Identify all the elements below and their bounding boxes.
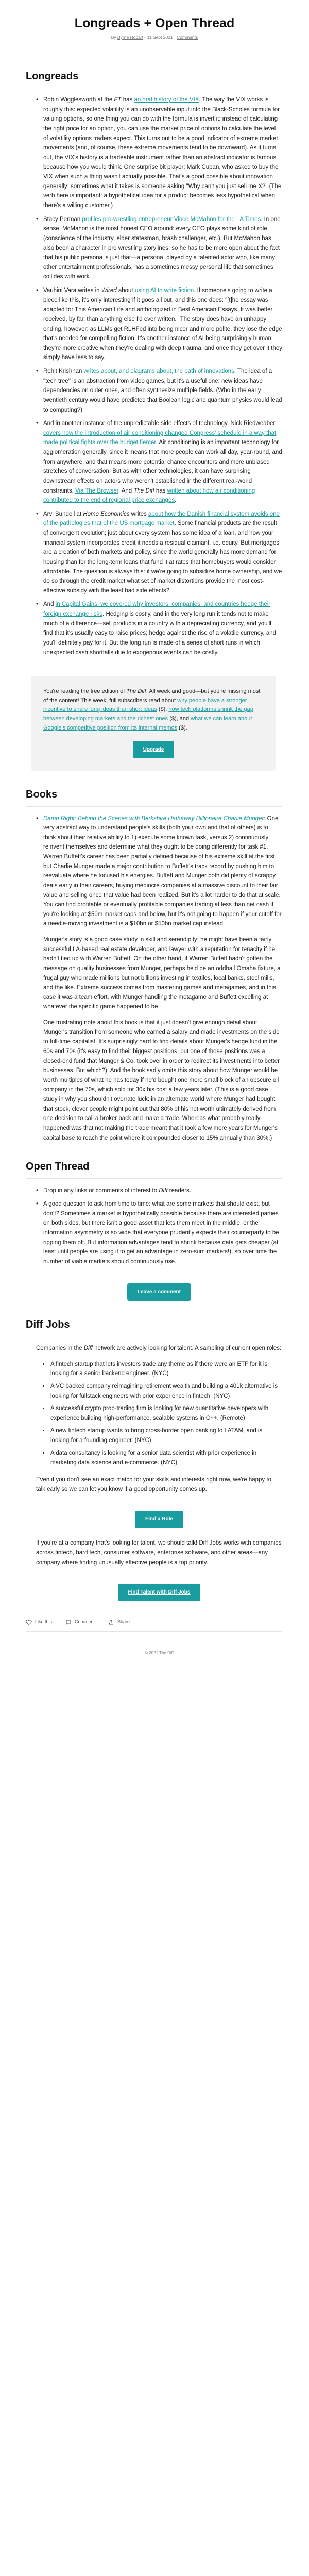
heart-icon: [26, 1619, 32, 1625]
list-item: • Damn Right: Behind the Scenes with Berkshire Hathaway Billionaire Charlie Munger: One very abstract way to understand people's skills (both your own and that of others) is to think about their relative ability to 1) execute some known task, versus 2) continuously reinvent themselves and determine what they ought to be doing differently for task #1. Warren Buffett's career has been partially defined because of his extreme skill at the first, but Charlie Munger made a major contribution to Buffett's track record by pushing him to reevaluate where he focused his energies. Buffett and Munger both did plenty of scrappy deals early in their careers, buying mediocre companies at a massive discount to their fair value and selling once that value had been realized. But it's a lot harder to do that at scale. You can find profitable or eventually profitable companies trading at less than net cash if you're looking at $50m market caps and below, but it's not going to happen if your cutoff for a needle-moving investment is a $10bn or $50bn market cap instead. Munger's story is a good case study in skill and serendipity: he might have been a fairly successful LA-based real estate developer, and lawyer with a reputation for tenacity if he hadn't tied up with Warren Buffett. On the other hand, if Warren Buffett hadn't gotten the message on quality businesses from Munger, perhaps he'd be an oddball Omaha fixture, a frugal guy who made millions but not billions investing in textiles, local banks, steel mills, and the like. Extreme success comes from mastering games and metagames, and in this case it was a team effort, with Munger handling the metagame and Buffett excelling at whatever the specific game happened to be. One frustrating note about this book is that it just doesn't give enough detail about Munger's transition from someone who earned a salary and made investments on the side to full-time capitalist. It's surprisingly hard to find details about Munger's hedge fund in the 60s and 70s (it's easy to find their biggest positions, but one of those positions was a closed-end fund that Munger & Co. took over in order to redirect its investments into better businesses. But which?). And the book sadly omits this story about how Munger would be worth multiples of what he has today if he'd bought one more small block of an obscure oil company in the 70s, which sold for 30x his cost a few years later. (This is a good case study in why you shouldn't overrate luck: in an alternate world where Munger had bought that stock, clever people might point out that 80% of his net worth ultimately derived from one decision to call a broker back and make a trade. Whereas what probably really happened was that not making the trade meant that it took a few more years for Munger's capital base to reach the point where it compounded closer to 15% annually than 30%.): [36, 814, 282, 1143]
leave-comment-button[interactable]: Leave a comment: [127, 1283, 191, 1301]
list-item: • Arvi Sundell at Home Economics writes about how the Danish financial system avoids one of the pathologies that of the US mortgage market. Some financial products are the result of convergent evolution; just about every system has some idea of a loan, and how your financial system incorporates credit it needs a residual claimant, i.e. equity. But mortgages are a creation of both markets and policy, since the world generally has more demand for housing than for the long-term loans that fund it at rates that homebuyers would consider affordable. The question is always this: if we're going to subsidize home ownership, and we do so through the credit market what set of market distortions provide the most cost-effective subsidy with the least bad side effects?: [36, 510, 282, 596]
list-item: • Robin Wigglesworth at the FT has an oral history of the VIX. The way the VIX works is roughly this: expected volatility is an unobservable input into the Black-Scholes formula for valuing options, so one thing you can do with the formula is invert it: instead of calculating the right price for an option, you can use the market price of options to calculate the level of volatility options traders expect. This turns out to be a good indicator of extreme market movements (and, of course, these extreme movements tend to be downward). As it turns out, the VIX's history is a tradeable instrument rather than an abstract indicator is famous because how you would think. One surprise bit player: Mark Cuban, who asked to buy the VIX when such a thing wasn't actually possible. That's a good possible about innovation generally: sometimes what it takes is someone asking "Why can't you just sell me X?" (The verb here is important: a hypothetical idea for a product becomes less hypothetical when there's a willing customer.): [36, 95, 282, 211]
comment-action-button[interactable]: Comment: [65, 1618, 95, 1626]
section-heading-jobs: Diff Jobs: [26, 1316, 282, 1336]
post-meta: By Byrne Hobart · 11 Sept 2021 · Comments: [111, 35, 198, 40]
comment-button-row: [36, 1275, 282, 1301]
list-item: • Drop in any links or comments of interest to Diff readers.: [36, 1186, 282, 1196]
article-link[interactable]: written about how air conditioning contributed to the end of regional price exchanges: [43, 487, 255, 504]
post-date: 11 Sept 2021: [147, 35, 173, 40]
post-actions: [26, 1613, 282, 1632]
list-item: • Vauhini Vara writes in Wired about using AI to write fiction. If someone's going to write a piece like this, it's only interesting if it goes all out, and this one does: "[t]he essay was adapted for This American Life and anthologized in Best American Essays. It was better received, by far, than anything else I'd ever written." The story does have an unhappy ending, however: as LLMs get RLHFed into being nicer and more polite, they lose the edge that's needed for compelling fiction. It's another instance of AI being surprisingly human: they're more creative when they're dealing with deep trauma, and once they get over it they simply have less to say.: [36, 286, 282, 363]
comment-icon: [65, 1619, 72, 1625]
paid-article-link[interactable]: what we can learn about Google's competitive position from its internal memos: [43, 715, 252, 731]
jobs-section: [26, 1316, 282, 1602]
post-title: Longreads + Open Thread: [74, 16, 235, 30]
list-item: • Rohit Krishnan writes about, and diagrams about, the path of innovations. The idea of a "tech tree" is an abstraction from video games, but it's a useful one: new ideas have dependencies on older ones, and often synthesize multiple fields. (Who in the early twentieth century would have predicted that Boolean logic and quantum physics would lead to computing?): [36, 367, 282, 415]
job-item: • A fintech startup that lets investors trade any theme as if there were an ETF for it is looking for a senior backend engineer. (NYC): [49, 1360, 282, 1379]
share-button[interactable]: Share: [108, 1618, 130, 1626]
job-item: • A VC backed company reimagining retirement wealth and building a 401k alternative is looking for fullstack engineers with prior experience in fintech. (NYC): [49, 1382, 282, 1401]
section-heading-longreads: Longreads: [26, 68, 282, 88]
job-item: • A data consultancy is looking for a senior data scientist with prior experience in marketing data science and e-commerce. (NYC): [49, 1449, 282, 1468]
find-role-button[interactable]: Find a Role: [135, 1511, 183, 1528]
article-link[interactable]: about how the Danish financial system avoids one of the pathologies that of the US mortgage market: [43, 511, 280, 527]
paid-article-link[interactable]: why people have a stronger incentive to share long ideas than short ideas: [43, 697, 247, 713]
via-link[interactable]: Via The Browser: [75, 487, 118, 494]
book-paragraph: One frustrating note about this book is that it just doesn't give enough detail about Munger's transition from someone who earned a salary and made investments on the side to full-time capitalist. It's surprisingly hard to find details about Munger's hedge fund in the 60s and 70s (it's easy to find their biggest positions, but one of those positions was a closed-end fund that Munger & Co. took over in order to redirect its investments into better businesses. But which?). And the book sadly omits this story about how Munger would be worth multiples of what he has today if he'd bought one more small block of an obscure oil company in the 70s, which sold for 30x his cost a few years later. (This is a good case study in why you shouldn't overrate luck: in an alternate world where Munger had bought that stock, clever people might point out that 80% of his net worth ultimately derived from one decision to call a broker back and make a trade. Whereas what probably really happened was that not making the trade meant that it took a few more years for Munger's capital base to reach the point where it compounded closer to 15% annually than 30%.): [43, 1020, 280, 1141]
article-link[interactable]: profiles pro-wrestling entrepreneur Vince McMahon for the LA Times: [82, 216, 261, 223]
find-talent-button[interactable]: Find Talent with Diff Jobs: [118, 1584, 201, 1601]
job-item: • A successful crypto prop-trading firm is looking for new quantitative developers with experience building high-performance, scalable systems in C++. (Remote): [49, 1404, 282, 1423]
share-icon: [108, 1619, 114, 1625]
article-link[interactable]: covers how the introduction of air conditioning changed Congress' schedule in a way that made political fights over the budget fiercer: [43, 430, 277, 446]
list-item: • A good question to ask from time to time: what are some markets that should exist, but don't? Sometimes a market is hypothetically possible because there are interested parties on both sides, but there isn't a good asset that lets them meet in the middle, or the information asymmetry is so wide that everyone prudently expects their counterparty to be ripping them off. But information advantages tend to shrink because data gets cheaper (at least until people are using it to get an advantage in zero-sum markets!), so over time the number of viable markets should continuously rise.: [36, 1199, 282, 1266]
post-header: [0, 15, 309, 41]
author-link[interactable]: Byrne Hobart: [117, 35, 144, 40]
subscribe-callout: [31, 676, 276, 771]
paid-article-link[interactable]: how tech platforms shrink the gap between developing markets and the richest ones: [43, 706, 253, 722]
callout-text: You're reading the free edition of The Diff. All week and good—but you're missing most of the content! This week, full subscribers read about why people have a stronger incentive to share long ideas than short ideas ($), how tech platforms shrink the gap between developing markets and the richest ones ($), and what we can learn about Google's competitive position from its internal memos ($).: [43, 688, 261, 731]
open-thread-list: [36, 1186, 282, 1267]
job-item: • A new fintech startup wants to bring cross-border open banking to LATAM, and is looking for a founding engineer. (NYC): [49, 1426, 282, 1445]
upgrade-button[interactable]: Upgrade: [133, 741, 175, 758]
find-role-row: [36, 1502, 282, 1528]
books-list: [36, 814, 282, 1143]
section-heading-open-thread: Open Thread: [26, 1158, 282, 1178]
article-link[interactable]: in Capital Gains, we covered why investors, companies, and countries hedge their foreign exchange risks: [43, 601, 271, 618]
book-title-link[interactable]: Damn Right: Behind the Scenes with Berkshire Hathaway Billionaire Charlie Munger: [43, 815, 264, 822]
copyright: © 2021 The Diff: [145, 1651, 174, 1656]
article-link[interactable]: using AI to write fiction: [134, 287, 194, 294]
book-paragraph: Munger's story is a good case study in skill and serendipity: he might have been a fairly successful LA-based real estate developer, and lawyer with a reputation for tenacity if he hadn't tied up with Warren Buffett. On the other hand, if Warren Buffett hadn't gotten the message on quality businesses from Munger, perhaps he'd be an oddball Omaha fixture, a frugal guy who made millions but not billions investing in textiles, local banks, steel mills, and the like. Extreme success comes from mastering games and metagames, and in this case it was a team effort, with Munger handling the metagame and Buffett excelling at whatever the specific game happened to be.: [43, 937, 281, 1010]
post-body: [0, 68, 309, 1657]
section-heading-books: Books: [26, 786, 282, 806]
longreads-list: [36, 95, 282, 657]
find-talent-row: [36, 1575, 282, 1601]
jobs-intro: Companies in the Diff network are actively looking for talent. A sampling of current open roles:: [36, 1345, 282, 1352]
article-link[interactable]: writes about, and diagrams about, the path of innovations: [83, 368, 234, 375]
comments-link[interactable]: Comments: [177, 35, 198, 40]
jobs-note: Even if you don't see an exact match for your skills and interests right now, we're happy to talk early so we can let you know if a good opportunity comes up.: [36, 1476, 271, 1493]
jobs-list: [36, 1360, 282, 1468]
jobs-company-note: If you're at a company that's looking for talent, we should talk! Diff Jobs works with companies across fintech, hard tech, consumer software, enterprise software, and other areas—any company where finding unusually effective people is a top priority.: [36, 1540, 282, 1566]
list-item: • And in another instance of the unpredictable side effects of technology, Nick Riedweaber covers how the introduction of air conditioning changed Congress' schedule in a way that made political fights over the budget fiercer. Air conditioning is an important technology for agglomeration generally, since it means that more people can work all day, year-round, and from anywhere, and that means more potential chance encounters and more unbiased stretches of conversation. But as with other technologies, it can have surprising downstream effects on actors who weren't established in the different real-world constraints. Via The Browser. And The Diff has written about how air conditioning contributed to the end of regional price exchanges.: [36, 419, 282, 505]
list-item: • Stacy Perman profiles pro-wrestling entrepreneur Vince McMahon for the LA Times. In one sense, McMahon is the most honest CEO around: every CEO plays some kind of role (conscience of the industry, elder statesman, brash challenger, etc.). But McMahon has also been a character in pro wrestling storylines, so he has to be more open about the fact that his public persona is just that—a persona, played by a talented actor who, like many other entertainment professionals, has a sometimes messy personal life that sometimes collides with work.: [36, 215, 282, 282]
article-link[interactable]: an oral history of the VIX: [134, 97, 199, 104]
books-section: [26, 786, 282, 1143]
list-item: • And in Capital Gains, we covered why investors, companies, and countries hedge their foreign exchange risks. Hedging is costly, and in the very long run it tends not to make much of a difference—sell products in a country with a depreciating currency, and you'll find that it's usually easy to raise prices; hedge against the rise of a volatile currency, and you'll definitely pay for it. But the long run is made of a series of short runs in which unexpected cash shortfalls due to exogenous events can be costly.: [36, 600, 282, 657]
open-thread-section: [26, 1158, 282, 1301]
like-button[interactable]: Like this: [26, 1618, 52, 1626]
